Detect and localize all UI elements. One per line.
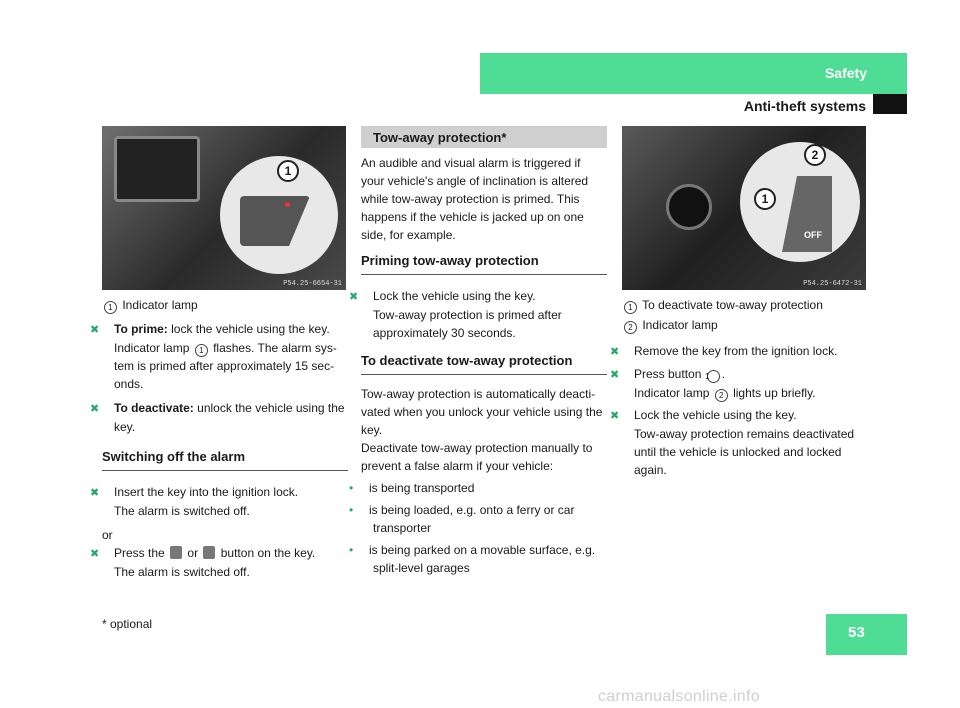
remove-key-step: ✖ Remove the key from the ignition lock. (610, 344, 838, 358)
callout-2: 2 (804, 144, 826, 166)
switched-off-text-2: The alarm is switched off. (114, 565, 250, 579)
watermark: carmanualsonline.info (598, 688, 760, 705)
switched-off-text: The alarm is switched off. (114, 504, 250, 518)
photo-code: P54.25-6472-31 (803, 280, 862, 288)
condition-item-2: • is being loaded, e.g. onto a ferry or car transporter (349, 503, 575, 535)
insert-step: ✖ Insert the key into the ignition lock. (90, 485, 299, 499)
primed-text: Tow-away protection is primed after approximately 30 seconds. (373, 308, 562, 340)
photo-code: P54.25-6654-31 (283, 280, 342, 288)
footnote: * optional (102, 617, 153, 631)
page-number: 53 (848, 624, 865, 641)
column-2 (349, 126, 607, 577)
callout-1: 1 (754, 188, 776, 210)
or-text: or (102, 528, 113, 542)
press-step: ✖ Press the or button on the key. (90, 546, 316, 560)
dashboard-photo (102, 126, 346, 290)
deactivate-heading: To deactivate tow-away protection (361, 352, 607, 375)
indicator-lamp (285, 202, 290, 207)
deactivate-step: ✖ To deactivate: unlock the vehicle using the key. (90, 401, 345, 434)
section-title: Anti-theft systems (743, 98, 866, 114)
callout-1: 1 (277, 160, 299, 182)
remains-text: Tow-away protection remains deactivated until the vehicle is unlocked and locked again. (634, 427, 855, 477)
lock-step: ✖ Lock the vehicle using the key. (610, 408, 797, 422)
prime-step: ✖ To prime: lock the vehicle using the key. (90, 322, 330, 336)
condition-item-1: • is being transported (349, 481, 475, 495)
lock-step: ✖ Lock the vehicle using the key. (349, 289, 536, 303)
auto-deactivate-text: Tow-away protection is automatically deacti-vated when you unlock your vehicle using the key. (361, 387, 603, 437)
legend-item-1: 1 Indicator lamp (102, 296, 348, 314)
chapter-title: Safety (824, 65, 867, 81)
column-3 (610, 296, 868, 479)
manual-deactivate-text: Deactivate tow-away protection manually to prevent a false alarm if your vehicle: (361, 441, 593, 473)
tow-away-title: Tow-away protection* (361, 126, 607, 148)
chapter-banner (480, 53, 907, 94)
header-marker (873, 94, 907, 114)
prime-detail: Indicator lamp 1 flashes. The alarm sys-tem is primed after approximately 15 sec-onds. (114, 341, 337, 391)
door-panel-photo (622, 126, 866, 290)
tow-away-intro: An audible and visual alarm is triggered if your vehicle's angle of inclination is altered while tow-away protection is primed. This happens if the vehicle is jacked up on one side, for example. (361, 156, 589, 242)
lamp-text: Indicator lamp 2 lights up briefly. (634, 386, 816, 400)
unlock-key-icon (170, 546, 182, 559)
column-1 (90, 296, 348, 581)
legend-item-1: 1 To deactivate tow-away protection (622, 296, 868, 314)
press-button-step: ✖ Press button 1 . (610, 367, 726, 381)
switch-off-heading: Switching off the alarm (102, 448, 348, 471)
condition-item-3: • is being parked on a movable surface, e.g. split-level garages (349, 543, 596, 575)
page-number-box (826, 614, 907, 655)
priming-heading: Priming tow-away protection (361, 252, 607, 275)
switch-closeup (666, 184, 712, 230)
legend-item-2: 2 Indicator lamp (622, 316, 868, 334)
off-label: OFF (804, 230, 822, 240)
lock-key-icon (203, 546, 215, 559)
